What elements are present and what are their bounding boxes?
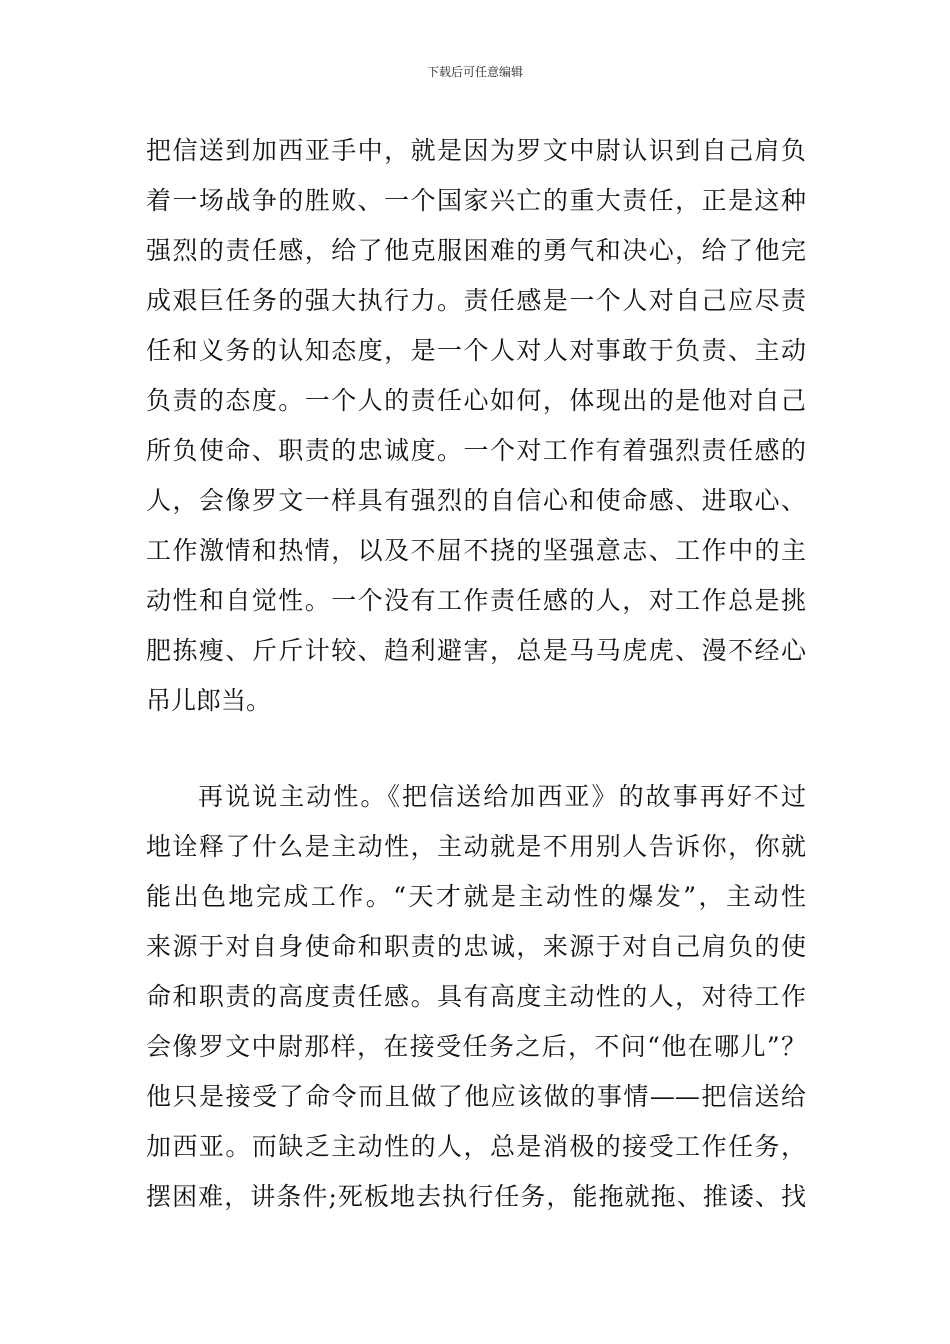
- text-line: 着一场战争的胜败、一个国家兴亡的重大责任，正是这种: [146, 186, 806, 215]
- text-line: 吊儿郎当。: [146, 686, 272, 715]
- text-line: 再说说主动性。《把信送给加西亚》的故事再好不过: [198, 782, 806, 811]
- text-line: 肥拣瘦、斤斤计较、趋利避害，总是马马虎虎、漫不经心: [146, 636, 806, 665]
- text-line: 来源于对自身使命和职责的忠诚，来源于对自己肩负的使: [146, 932, 806, 961]
- text-line: 强烈的责任感，给了他克服困难的勇气和决心，给了他完: [146, 236, 806, 265]
- text-line: 所负使命、职责的忠诚度。一个对工作有着强烈责任感的: [146, 436, 806, 465]
- text-line: 他只是接受了命令而且做了他应该做的事情——把信送给: [146, 1082, 806, 1111]
- text-line: 加西亚。而缺乏主动性的人，总是消极的接受工作任务，: [146, 1132, 806, 1161]
- text-line: 会像罗文中尉那样，在接受任务之后，不问“他在哪儿”？: [146, 1032, 806, 1061]
- text-line: 人，会像罗文一样具有强烈的自信心和使命感、进取心、: [146, 486, 806, 515]
- text-line: 任和义务的认知态度，是一个人对人对事敢于负责、主动: [146, 336, 806, 365]
- text-line: 命和职责的高度责任感。具有高度主动性的人，对待工作: [146, 982, 806, 1011]
- text-line: 工作激情和热情，以及不屈不挠的坚强意志、工作中的主: [146, 536, 806, 565]
- text-line: 成艰巨任务的强大执行力。责任感是一个人对自己应尽责: [146, 286, 806, 315]
- paragraph-responsibility: [146, 126, 806, 726]
- paragraph-initiative: [146, 772, 806, 1222]
- page-header: 下载后可任意编辑: [426, 65, 523, 79]
- text-line: 摆困难，讲条件;死板地去执行任务，能拖就拖、推诿、找: [146, 1182, 806, 1211]
- text-line: 能出色地完成工作。“天才就是主动性的爆发”，主动性: [146, 882, 806, 911]
- text-line: 地诠释了什么是主动性，主动就是不用别人告诉你，你就: [146, 832, 806, 861]
- text-line: 负责的态度。一个人的责任心如何，体现出的是他对自己: [146, 386, 806, 415]
- text-line: 把信送到加西亚手中，就是因为罗文中尉认识到自己肩负: [146, 136, 806, 165]
- text-line: 动性和自觉性。一个没有工作责任感的人，对工作总是挑: [146, 586, 806, 615]
